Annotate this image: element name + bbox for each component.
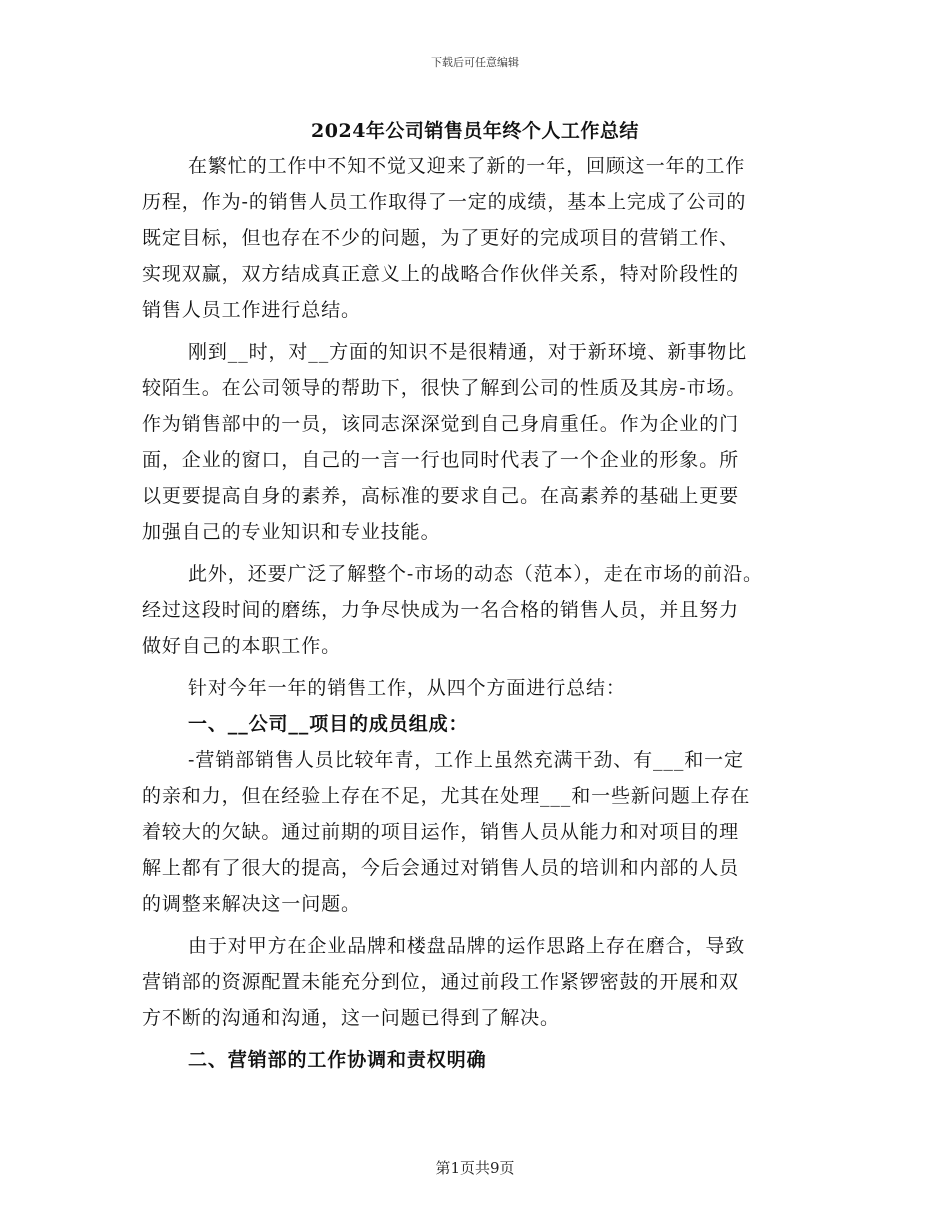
text-line: 面，企业的窗口，自己的一言一行也同时代表了一个企业的形象。所 bbox=[142, 449, 740, 471]
text-line: 着较大的欠缺。通过前期的项目运作，销售人员从能力和对项目的理 bbox=[142, 821, 740, 843]
page-number: 第1页共9页 bbox=[435, 1159, 515, 1177]
text-line: 实现双赢，双方结成真正意义上的战略合作伙伴关系，特对阶段性的 bbox=[142, 263, 740, 285]
text-line: 的调整来解决这一问题。 bbox=[142, 893, 361, 915]
header-note: 下载后可任意编辑 bbox=[431, 56, 519, 69]
text-line: 由于对甲方在企业品牌和楼盘品牌的运作思路上存在磨合，导致 bbox=[188, 935, 746, 957]
paragraph bbox=[142, 556, 832, 664]
document-title: 2024年公司销售员年终个人工作总结 bbox=[311, 120, 639, 142]
text-line: 方不断的沟通和沟通，这一问题已得到了解决。 bbox=[142, 1007, 560, 1029]
paragraph bbox=[142, 148, 832, 328]
text-line: 在繁忙的工作中不知不觉又迎来了新的一年，回顾这一年的工作 bbox=[188, 155, 746, 177]
text-line: 营销部的资源配置未能充分到位，通过前段工作紧锣密鼓的开展和双 bbox=[142, 971, 740, 993]
text-line: 此外，还要广泛了解整个-市场的动态（范本），走在市场的前沿。 bbox=[188, 563, 763, 585]
text-line: 较陌生。在公司领导的帮助下，很快了解到公司的性质及其房-市场。 bbox=[142, 377, 747, 399]
text-line: 针对今年一年的销售工作，从四个方面进行总结： bbox=[188, 677, 626, 699]
section-heading: 一、__公司__项目的成员组成： bbox=[188, 713, 469, 735]
text-line: 加强自己的专业知识和专业技能。 bbox=[142, 521, 441, 543]
section-heading: 二、营销部的工作协调和责权明确 bbox=[188, 1049, 487, 1071]
document-body bbox=[142, 148, 832, 1078]
paragraph bbox=[142, 928, 832, 1036]
text-line: 做好自己的本职工作。 bbox=[142, 635, 342, 657]
paragraph bbox=[142, 742, 832, 922]
text-line: 的亲和力，但在经验上存在不足，尤其在处理___和一些新问题上存在 bbox=[142, 785, 751, 807]
text-line: 解上都有了很大的提高，今后会通过对销售人员的培训和内部的人员 bbox=[142, 857, 740, 879]
paragraph bbox=[142, 670, 832, 706]
paragraph bbox=[142, 334, 832, 550]
text-line: 以更要提高自身的素养，高标准的要求自己。在高素养的基础上更要 bbox=[142, 485, 740, 507]
text-line: 刚到__时，对__方面的知识不是很精通，对于新环境、新事物比 bbox=[188, 341, 748, 363]
text-line: 既定目标，但也存在不少的问题，为了更好的完成项目的营销工作、 bbox=[142, 227, 740, 249]
text-line: 经过这段时间的磨练，力争尽快成为一名合格的销售人员，并且努力 bbox=[142, 599, 740, 621]
text-line: 销售人员工作进行总结。 bbox=[142, 299, 361, 321]
text-line: 历程，作为-的销售人员工作取得了一定的成绩，基本上完成了公司的 bbox=[142, 191, 747, 213]
text-line: 作为销售部中的一员，该同志深深觉到自己身肩重任。作为企业的门 bbox=[142, 413, 740, 435]
text-line: -营销部销售人员比较年青，工作上虽然充满干劲、有___和一定 bbox=[188, 749, 744, 771]
